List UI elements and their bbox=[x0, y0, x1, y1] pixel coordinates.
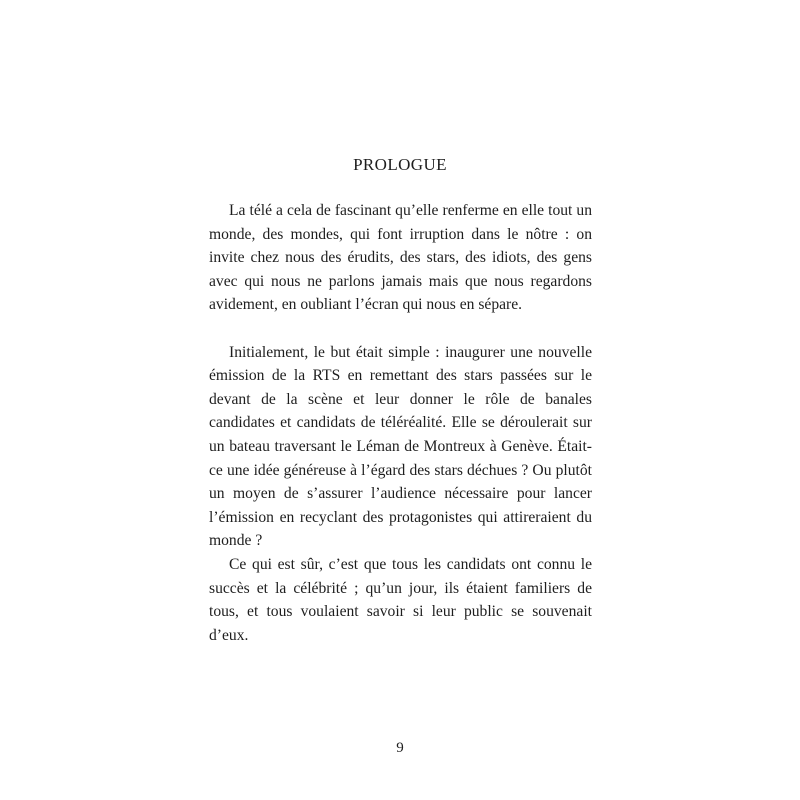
paragraph-intro: La télé a cela de fascinant qu’elle renferme en elle tout un monde, des mondes, qui font irruption dans le nôtre : on invite chez nous des érudits, des stars, des idiots, des gens avec qui nous ne parlons jamais mais que nous regardons avidement, en oubliant l’écran qui nous en sépare. bbox=[209, 202, 592, 314]
page-number: 9 bbox=[396, 740, 404, 756]
chapter-title: PROLOGUE bbox=[353, 155, 447, 174]
paragraph-show-premise: Initialement, le but était simple : inaugurer une nouvelle émission de la RTS en remettant des stars passées sur le devant de la scène et leur donner le rôle de banales candidates et candidats de téléréalité. Elle se déroulerait sur un bateau traversant le Léman de Montreux à Genève. Était-ce une idée généreuse à l’égard des stars déchues ? Ou plutôt un moyen de s’assurer l’audience nécessaire pour lancer l’émission en recyclant des protagonistes qui attireraient du monde ? bbox=[209, 343, 592, 550]
paragraph-candidates: Ce qui est sûr, c’est que tous les candidats ont connu le succès et la célébrité ; qu’un jour, ils étaient familiers de tous, et tous voulaient savoir si leur public se souvenait d’eux. bbox=[209, 555, 592, 644]
body-text bbox=[209, 199, 592, 647]
